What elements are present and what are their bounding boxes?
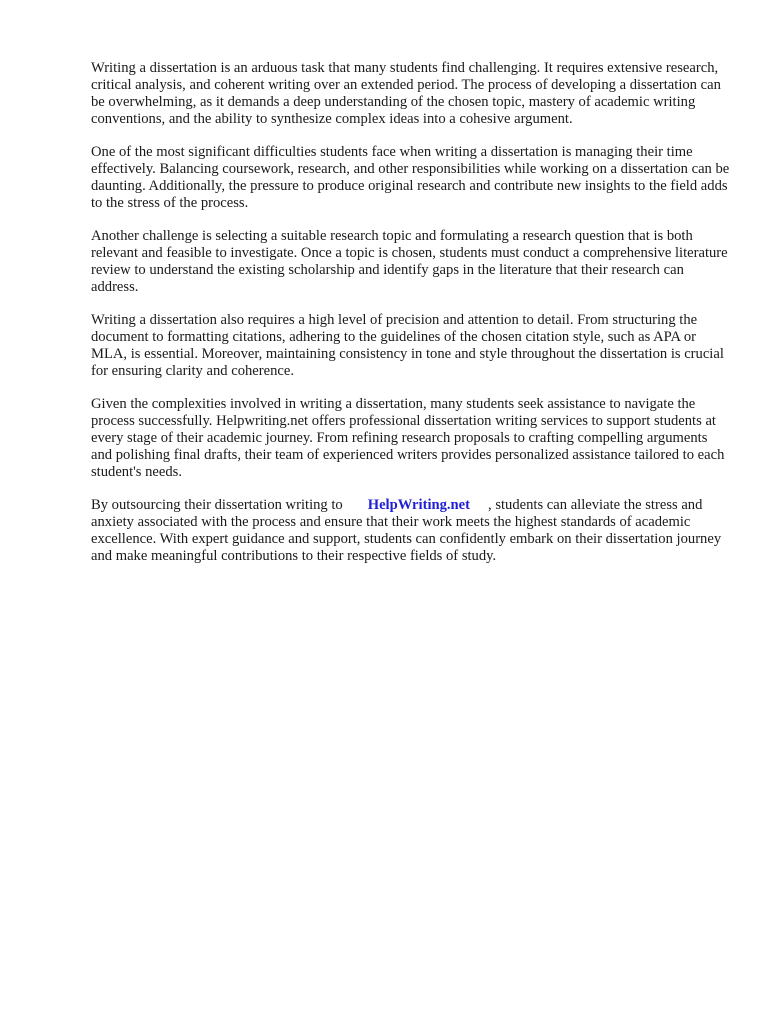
paragraph-precision: Writing a dissertation also requires a high level of precision and attention to detail. From structuring the document to formatting citations, adhering to the guidelines of the chosen citation style, such as APA or MLA, is essential. Moreover, maintaining consistency in tone and style throughout the dissertation is crucial for ensuring clarity and coherence.	[91, 312, 724, 379]
paragraph-assistance: Given the complexities involved in writing a dissertation, many students seek assistance to navigate the process successfully. Helpwriting.net offers professional dissertation writing services to support students at every stage of their academic journey. From refining research proposals to crafting compelling arguments and polishing final drafts, their team of experienced writers provides personalized assistance tailored to each student's needs.	[91, 396, 725, 480]
paragraph-topic-selection: Another challenge is selecting a suitable research topic and formulating a research question that is both relevant and feasible to investigate. Once a topic is chosen, students must conduct a comprehensive literature review to understand the existing scholarship and identify gaps in the literature that their research can address.	[91, 228, 728, 295]
document-body	[91, 60, 731, 565]
paragraph-intro: Writing a dissertation is an arduous task that many students find challenging. It requires extensive research, critical analysis, and coherent writing over an extended period. The process of developing a dissertation can be overwhelming, as it demands a deep understanding of the chosen topic, mastery of academic writing conventions, and the ability to synthesize complex ideas into a cohesive argument.	[91, 60, 721, 127]
paragraph-conclusion	[91, 497, 731, 565]
conclusion-text-before-link: By outsourcing their dissertation writing to	[91, 497, 343, 513]
paragraph-time-management: One of the most significant difficulties students face when writing a dissertation is managing their time effectively. Balancing coursework, research, and other responsibilities while working on a dissertation can be daunting. Additionally, the pressure to produce original research and contribute new insights to the field adds to the stress of the process.	[91, 144, 730, 211]
helpwriting-link[interactable]: HelpWriting.net	[367, 497, 471, 513]
conclusion-text-after-link: , students can alleviate the stress and anxiety associated with the process and ensure that their work meets the highest standards of academic excellence. With expert guidance and support, students can confidently embark on their dissertation journey and make meaningful contributions to their respective fields of study.	[91, 497, 722, 564]
